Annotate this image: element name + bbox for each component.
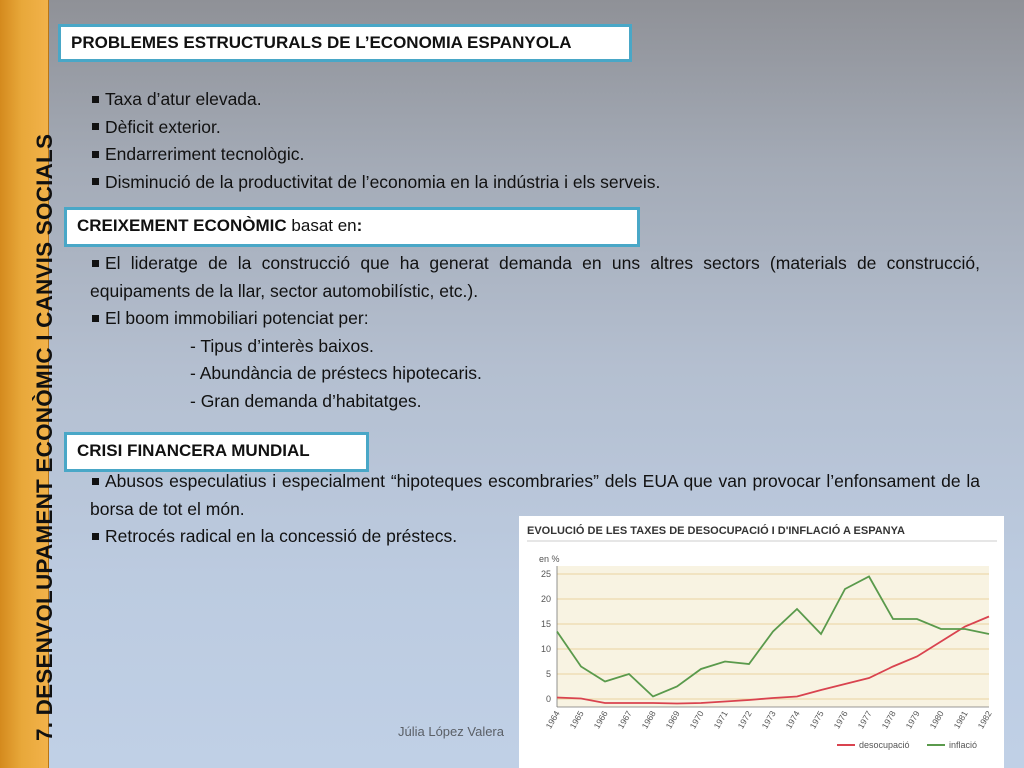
list-item: Abusos especulatius i especialment “hipoteques escombraries” dels EUA que van provocar l’enfonsament de la borsa de tot el món. bbox=[90, 471, 980, 519]
section-heading-problems bbox=[58, 24, 632, 62]
x-tick-label: 1974 bbox=[783, 709, 802, 731]
x-tick-label: 1966 bbox=[591, 709, 610, 731]
x-tick-label: 1972 bbox=[735, 709, 754, 731]
section-heading-problems-text: PROBLEMES ESTRUCTURALS DE L’ECONOMIA ESPANYOLA bbox=[71, 33, 572, 52]
list-item: Dèficit exterior. bbox=[90, 114, 980, 142]
x-tick-label: 1971 bbox=[711, 709, 730, 731]
sidebar-title: 7. DESENVOLUPAMENT ECONÒMIC I CANVIS SOCIALS bbox=[32, 133, 57, 741]
y-tick-label: 15 bbox=[540, 619, 551, 629]
x-tick-label: 1980 bbox=[927, 709, 946, 731]
problems-list bbox=[90, 86, 980, 196]
x-tick-label: 1979 bbox=[903, 709, 922, 731]
section-heading-growth-rest: basat en bbox=[286, 216, 357, 235]
plot-area bbox=[541, 566, 994, 750]
list-item: El lideratge de la construcció que ha generat demanda en uns altres sectors (materials de construcció, equipaments de la llar, sector automobilístic, etc.). bbox=[90, 253, 980, 301]
x-tick-label: 1965 bbox=[567, 709, 586, 731]
x-tick-label: 1975 bbox=[807, 709, 826, 731]
section-heading-growth-colon: : bbox=[356, 216, 363, 235]
chart-svg bbox=[519, 516, 1004, 768]
chart-figure bbox=[519, 516, 1004, 768]
x-tick-label: 1967 bbox=[615, 709, 634, 731]
list-item: El boom immobiliari potenciat per: bbox=[90, 305, 980, 333]
x-tick-label: 1973 bbox=[759, 709, 778, 731]
y-axis-label: en % bbox=[539, 554, 560, 564]
bullet-square-icon bbox=[92, 260, 99, 267]
y-tick-label: 0 bbox=[545, 694, 551, 704]
list-subitem: - Tipus d’interès baixos. bbox=[190, 335, 374, 356]
legend-label: inflació bbox=[949, 740, 978, 750]
growth-list bbox=[90, 250, 980, 415]
section-heading-growth bbox=[64, 207, 640, 247]
list-item: Disminució de la productivitat de l’economia en la indústria i els serveis. bbox=[90, 169, 980, 197]
y-tick-label: 20 bbox=[540, 594, 551, 604]
list-item: Retrocés radical en la concessió de préstecs. bbox=[90, 523, 980, 551]
x-tick-label: 1968 bbox=[639, 709, 658, 731]
list-subitem: - Gran demanda d’habitatges. bbox=[190, 390, 422, 411]
section-heading-growth-bold: CREIXEMENT ECONÒMIC bbox=[77, 216, 287, 235]
bullet-square-icon bbox=[92, 178, 99, 185]
section-heading-crisis-text: CRISI FINANCERA MUNDIAL bbox=[77, 441, 310, 460]
legend-label: desocupació bbox=[859, 740, 910, 750]
sidebar bbox=[0, 0, 57, 768]
x-tick-label: 1978 bbox=[879, 709, 898, 731]
bullet-square-icon bbox=[92, 123, 99, 130]
bullet-square-icon bbox=[92, 151, 99, 158]
bullet-square-icon bbox=[92, 315, 99, 322]
plot-background bbox=[557, 566, 989, 707]
author-footer: Júlia López Valera bbox=[398, 724, 504, 739]
list-subitem: - Abundància de préstecs hipotecaris. bbox=[190, 363, 482, 383]
y-tick-label: 10 bbox=[540, 644, 551, 654]
bullet-square-icon bbox=[92, 478, 99, 485]
chart-title: EVOLUCIÓ DE LES TAXES DE DESOCUPACIÓ I D'INFLACIÓ A ESPANYA bbox=[527, 525, 905, 537]
x-tick-label: 1970 bbox=[687, 709, 706, 731]
y-tick-label: 5 bbox=[545, 669, 551, 679]
list-item: Taxa d’atur elevada. bbox=[90, 86, 980, 114]
x-tick-label: 1964 bbox=[543, 709, 562, 731]
x-tick-label: 1981 bbox=[951, 709, 970, 731]
bullet-square-icon bbox=[92, 96, 99, 103]
y-tick-label: 25 bbox=[540, 569, 551, 579]
x-tick-label: 1969 bbox=[663, 709, 682, 731]
x-tick-label: 1977 bbox=[855, 709, 874, 731]
x-tick-label: 1976 bbox=[831, 709, 850, 731]
list-item: Endarreriment tecnològic. bbox=[90, 141, 980, 169]
bullet-square-icon bbox=[92, 533, 99, 540]
section-heading-crisis bbox=[64, 432, 369, 472]
x-tick-label: 1982 bbox=[975, 709, 994, 731]
